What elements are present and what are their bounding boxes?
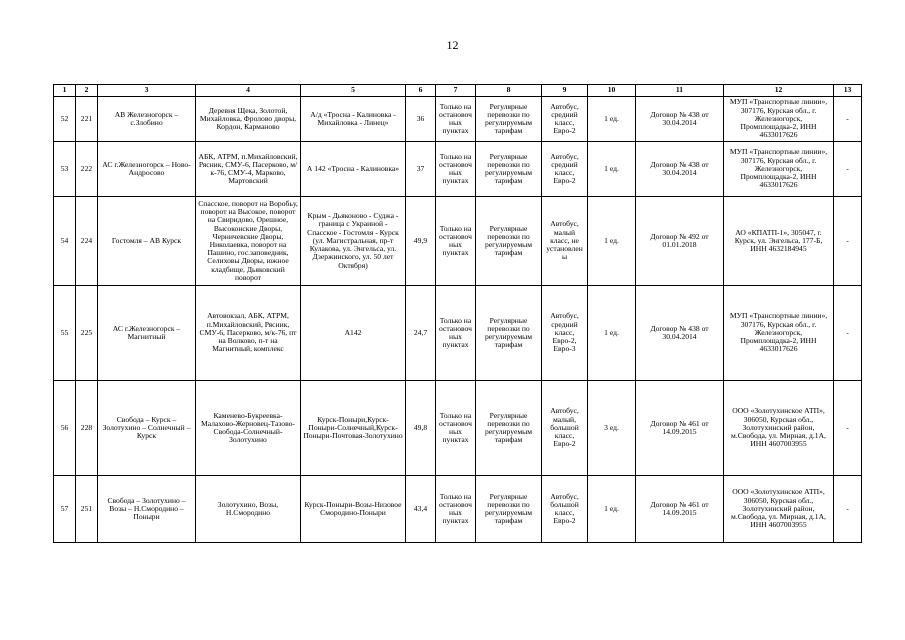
cell-vehicle: Автобус, малый, большой класс, Евро-2 — [542, 381, 588, 476]
cell-transport-type: Регулярные перевозки по регулируемым тарифам — [476, 286, 542, 381]
cell-route-number: 222 — [76, 142, 98, 197]
cell-carrier: АО «КПАТП-1», 305047, г. Курск, ул. Энгельса, 177-Б, ИНН 4632184945 — [724, 197, 834, 286]
column-number: 2 — [76, 85, 98, 97]
cell-transport-type: Регулярные перевозки по регулируемым тарифам — [476, 142, 542, 197]
cell-count: 3 ед. — [588, 381, 636, 476]
cell-count: 1 ед. — [588, 197, 636, 286]
cell-index: 56 — [54, 381, 76, 476]
cell-note: - — [834, 381, 862, 476]
cell-index: 55 — [54, 286, 76, 381]
cell-vehicle: Автобус, средний класс, Евро-2 — [542, 97, 588, 142]
cell-transport-type: Регулярные перевозки по регулируемым тарифам — [476, 381, 542, 476]
page-number: 12 — [446, 38, 459, 52]
cell-length: 43,4 — [406, 476, 436, 543]
cell-contract: Договор № 438 от 30.04.2014 — [636, 286, 724, 381]
cell-route-number: 221 — [76, 97, 98, 142]
cell-route-number: 251 — [76, 476, 98, 543]
cell-boarding: Только на остановочных пунктах — [436, 197, 476, 286]
cell-index: 52 — [54, 97, 76, 142]
cell-route-name: Гостомля – АВ Курск — [98, 197, 196, 286]
cell-roads: А/д «Тросна - Калиновка - Михайловка - Линец» — [301, 97, 406, 142]
column-number: 7 — [436, 85, 476, 97]
cell-note: - — [834, 97, 862, 142]
cell-length: 24,7 — [406, 286, 436, 381]
table-row — [54, 286, 862, 381]
cell-stops: Золотухино, Возы, Н.Смородино — [196, 476, 301, 543]
cell-boarding: Только на остановочных пунктах — [436, 97, 476, 142]
column-number: 8 — [476, 85, 542, 97]
table-row — [54, 142, 862, 197]
cell-contract: Договор № 438 от 30.04.2014 — [636, 142, 724, 197]
table-row — [54, 381, 862, 476]
cell-count: 1 ед. — [588, 97, 636, 142]
column-number: 6 — [406, 85, 436, 97]
cell-length: 49,8 — [406, 381, 436, 476]
cell-route-number: 228 — [76, 381, 98, 476]
cell-boarding: Только на остановочных пунктах — [436, 381, 476, 476]
column-number: 11 — [636, 85, 724, 97]
cell-index: 53 — [54, 142, 76, 197]
column-number: 13 — [834, 85, 862, 97]
cell-roads: А142 — [301, 286, 406, 381]
cell-stops: Деревня Щека, Золотой, Михайловка, Фролово дворы, Кордон, Карманово — [196, 97, 301, 142]
cell-note: - — [834, 286, 862, 381]
cell-carrier: МУП «Транспортные линии», 307176, Курская обл., г. Железногорск, Промплощадка-2, ИНН 4633017626 — [724, 142, 834, 197]
cell-count: 1 ед. — [588, 286, 636, 381]
table-row — [54, 476, 862, 543]
cell-route-number: 224 — [76, 197, 98, 286]
cell-vehicle: Автобус, малый класс, не установлены — [542, 197, 588, 286]
cell-transport-type: Регулярные перевозки по регулируемым тарифам — [476, 197, 542, 286]
cell-contract: Договор № 492 от 01.01.2018 — [636, 197, 724, 286]
cell-contract: Договор № 438 от 30.04.2014 — [636, 97, 724, 142]
cell-carrier: ООО «Золотухинское АТП», 306050, Курская обл., Золотухинский район, м.Свобода, ул. Мирная, д.1А, ИНН 4607003955 — [724, 381, 834, 476]
cell-count: 1 ед. — [588, 476, 636, 543]
cell-carrier: МУП «Транспортные линии», 307176, Курская обл., г. Железногорск, Промплощадка-2, ИНН 4633017626 — [724, 97, 834, 142]
cell-length: 37 — [406, 142, 436, 197]
cell-carrier: МУП «Транспортные линии», 307176, Курская обл., г. Железногорск, Промплощадка-2, ИНН 4633017626 — [724, 286, 834, 381]
cell-roads: Курск-Поныри-Возы-Низовое Смородино-Поныри — [301, 476, 406, 543]
cell-stops: Спасское, поворот на Воробьу, поворот на Высокое, поворот на Свиридово, Орешное, Высоконские Дворы, Черничевские Дворы, Николаевка, поворот на Пашино, гос.заповедник, Селиховы Дворы, южное кладбище, Дьяковский поворот — [196, 197, 301, 286]
column-number: 3 — [98, 85, 196, 97]
cell-stops: АБК, АТРМ, п.Михайловский, Рясник, СМУ-6, Пасерково, м/к-76, СМУ-4, Марково, Мартовский — [196, 142, 301, 197]
header-row — [54, 85, 862, 97]
cell-vehicle: Автобус, средний класс, Евро-2 — [542, 142, 588, 197]
column-number: 12 — [724, 85, 834, 97]
cell-carrier: ООО «Золотухинское АТП», 306050, Курская обл., Золотухинский район, м.Свобода, ул. Мирная, д.1А, ИНН 4607003955 — [724, 476, 834, 543]
cell-length: 49,9 — [406, 197, 436, 286]
column-number: 10 — [588, 85, 636, 97]
cell-route-name: АС г.Железногорск – Магнитный — [98, 286, 196, 381]
cell-transport-type: Регулярные перевозки по регулируемым тарифам — [476, 97, 542, 142]
cell-index: 54 — [54, 197, 76, 286]
cell-roads: Курск-Поныри,Курск-Поныри-Солнечный,Курск-Поныри-Почтовая-Золотухино — [301, 381, 406, 476]
column-number: 9 — [542, 85, 588, 97]
cell-contract: Договор № 461 от 14.09.2015 — [636, 476, 724, 543]
cell-vehicle: Автобус, большой класс, Евро-2 — [542, 476, 588, 543]
cell-route-name: Свобода – Курск – Золотухино – Солнечный – Курск — [98, 381, 196, 476]
cell-route-number: 225 — [76, 286, 98, 381]
cell-boarding: Только на остановочных пунктах — [436, 142, 476, 197]
cell-boarding: Только на остановочных пунктах — [436, 286, 476, 381]
cell-note: - — [834, 142, 862, 197]
cell-stops: Автовокзал, АБК, АТРМ, п.Михайловский, Рясник, СМУ-6, Пасерково, м/к-76, пт на Волково, п-т на Магнитный, комплекс — [196, 286, 301, 381]
cell-count: 1 ед. — [588, 142, 636, 197]
column-number: 4 — [196, 85, 301, 97]
table-row — [54, 97, 862, 142]
cell-contract: Договор № 461 от 14.09.2015 — [636, 381, 724, 476]
cell-note: - — [834, 197, 862, 286]
cell-route-name: АС г.Железногорск – Ново-Андросово — [98, 142, 196, 197]
route-register-table — [53, 84, 862, 543]
table-row — [54, 197, 862, 286]
cell-route-name: АВ Железногорск – с.Злобино — [98, 97, 196, 142]
cell-length: 36 — [406, 97, 436, 142]
cell-boarding: Только на остановочных пунктах — [436, 476, 476, 543]
column-number: 1 — [54, 85, 76, 97]
cell-route-name: Свобода – Золотухино – Возы – Н.Смородино – Поныри — [98, 476, 196, 543]
cell-transport-type: Регулярные перевозки по регулируемым тарифам — [476, 476, 542, 543]
cell-vehicle: Автобус, средний класс, Евро-2, Евро-3 — [542, 286, 588, 381]
column-number: 5 — [301, 85, 406, 97]
cell-note: - — [834, 476, 862, 543]
cell-roads: А 142 «Тросна - Калиновка» — [301, 142, 406, 197]
cell-index: 57 — [54, 476, 76, 543]
cell-stops: Каменево-Букреевка-Малахово-Жерновец-Тазово-Свобода-Солнечный-Золотухино — [196, 381, 301, 476]
cell-roads: Крым - Дьяконово - Суджа - граница с Украиной - Спасское - Гостомля - Курск (ул. Магистральная, пр-т Кулакова, ул. Энгельса, ул. Дзержинского, ул. 50 лет Октября) — [301, 197, 406, 286]
